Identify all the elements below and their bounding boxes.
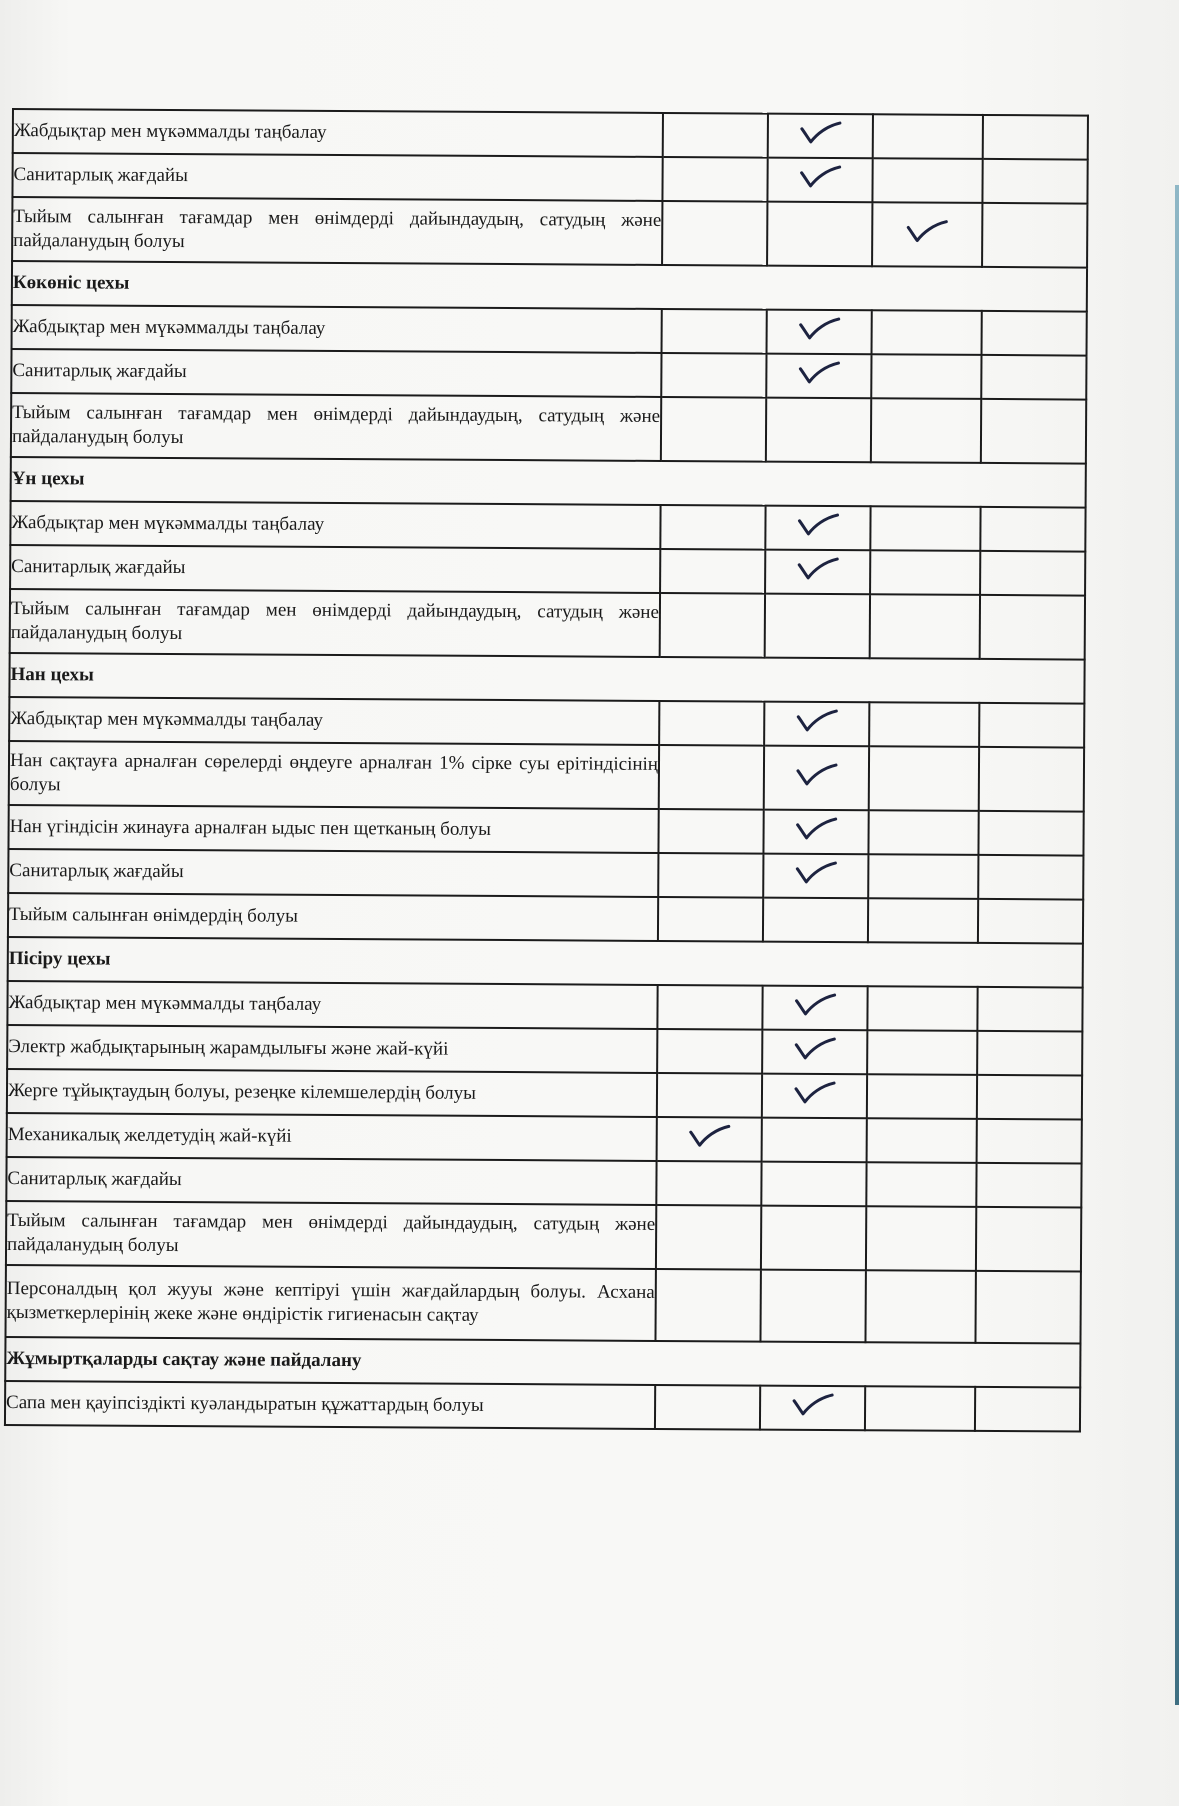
check-icon xyxy=(795,708,839,734)
mark-cell-2[interactable] xyxy=(765,594,870,659)
mark-cell-2[interactable] xyxy=(763,898,868,943)
mark-cell-1[interactable] xyxy=(660,593,765,658)
mark-cell-1[interactable] xyxy=(656,1161,761,1206)
checklist-row xyxy=(8,805,1083,856)
mark-cell-2[interactable] xyxy=(766,398,871,463)
mark-cell-2[interactable] xyxy=(760,1270,865,1343)
item-label: Нан сақтауға арналған сөрелерді өңдеуге арналған 1% сірке суы ерітіндісінің болуы xyxy=(9,741,659,809)
checklist-row xyxy=(9,741,1084,812)
checklist-table xyxy=(4,108,1089,1433)
item-label: Санитарлық жағдайы xyxy=(12,153,662,201)
mark-cell-4[interactable] xyxy=(975,1271,1080,1344)
mark-cell-3[interactable] xyxy=(868,898,978,943)
mark-cell-1[interactable] xyxy=(657,1117,762,1162)
mark-cell-4[interactable] xyxy=(977,1075,1082,1120)
mark-cell-3[interactable] xyxy=(868,810,978,855)
mark-cell-1[interactable] xyxy=(655,1385,760,1430)
check-icon xyxy=(687,1123,731,1149)
item-label: Тыйым салынған тағамдар мен өнімдерді дайындаудың, сатудың және пайдаланудың болуы xyxy=(12,197,662,265)
mark-cell-1[interactable] xyxy=(662,309,767,354)
checklist-row xyxy=(6,1157,1081,1208)
mark-cell-1[interactable] xyxy=(657,1029,762,1074)
mark-cell-1[interactable] xyxy=(663,113,768,158)
mark-cell-2[interactable] xyxy=(762,986,867,1031)
item-label: Санитарлық жағдайы xyxy=(10,545,660,593)
checklist-row xyxy=(7,1069,1082,1120)
item-label: Санитарлық жағдайы xyxy=(6,1157,656,1205)
mark-cell-2[interactable] xyxy=(762,1074,867,1119)
checklist-sheet xyxy=(4,108,1087,1433)
mark-cell-1[interactable] xyxy=(662,201,767,266)
mark-cell-3[interactable] xyxy=(868,854,978,899)
checklist-row xyxy=(12,305,1087,356)
checklist-row xyxy=(11,349,1086,400)
checklist-row xyxy=(8,849,1083,900)
checklist-row xyxy=(11,393,1086,464)
item-label: Жерге тұйықтаудың болуы, резеңке кілемшелердің болуы xyxy=(7,1069,657,1117)
section-row xyxy=(12,261,1087,312)
checklist-row xyxy=(10,589,1085,660)
item-label: Жабдықтар мен мүкәммалды таңбалау xyxy=(7,981,657,1029)
folder-edge xyxy=(1175,185,1179,1705)
mark-cell-3[interactable] xyxy=(873,114,983,159)
item-label: Тыйым салынған тағамдар мен өнімдерді дайындаудың, сатудың және пайдаланудың болуы xyxy=(10,589,660,657)
mark-cell-3[interactable] xyxy=(866,1206,976,1271)
item-label: Жабдықтар мен мүкәммалды таңбалау xyxy=(12,305,662,353)
section-row xyxy=(11,457,1086,508)
section-title: Пісіру цехы xyxy=(8,937,1083,988)
mark-cell-4[interactable] xyxy=(980,507,1085,552)
mark-cell-3[interactable] xyxy=(867,1118,977,1163)
checklist-row xyxy=(10,501,1085,552)
section-row xyxy=(8,937,1083,988)
mark-cell-1[interactable] xyxy=(655,1269,760,1342)
check-icon xyxy=(794,762,838,788)
checklist-row xyxy=(10,545,1085,596)
mark-cell-3[interactable] xyxy=(871,398,981,463)
mark-cell-4[interactable] xyxy=(979,703,1084,748)
mark-cell-3[interactable] xyxy=(871,354,981,399)
checklist-row xyxy=(9,697,1084,748)
mark-cell-4[interactable] xyxy=(976,1207,1081,1272)
checklist-row xyxy=(7,1113,1082,1164)
checklist-row xyxy=(5,1381,1080,1432)
mark-cell-2[interactable] xyxy=(764,746,869,811)
mark-cell-2[interactable] xyxy=(767,158,872,203)
mark-cell-3[interactable] xyxy=(865,1386,975,1431)
mark-cell-4[interactable] xyxy=(977,987,1082,1032)
mark-cell-4[interactable] xyxy=(980,551,1085,596)
mark-cell-3[interactable] xyxy=(869,746,979,811)
checklist-row xyxy=(12,197,1087,268)
mark-cell-4[interactable] xyxy=(981,399,1086,464)
item-label: Нан үгіндісін жинауға арналған ыдыс пен щетканың болуы xyxy=(8,805,658,853)
checklist-row xyxy=(12,153,1087,204)
mark-cell-2[interactable] xyxy=(768,114,873,159)
mark-cell-2[interactable] xyxy=(761,1206,866,1271)
mark-cell-3[interactable] xyxy=(870,506,980,551)
check-icon xyxy=(793,1036,837,1062)
check-icon xyxy=(797,360,841,386)
check-icon xyxy=(794,816,838,842)
mark-cell-4[interactable] xyxy=(981,355,1086,400)
mark-cell-1[interactable] xyxy=(657,1073,762,1118)
mark-cell-4[interactable] xyxy=(982,159,1087,204)
mark-cell-2[interactable] xyxy=(766,354,871,399)
mark-cell-4[interactable] xyxy=(977,1119,1082,1164)
section-title: Көкөніс цехы xyxy=(12,261,1087,312)
section-title: Жұмыртқаларды сақтау және пайдалану xyxy=(5,1337,1080,1388)
section-title: Ұн цехы xyxy=(11,457,1086,508)
mark-cell-3[interactable] xyxy=(869,702,979,747)
mark-cell-2[interactable] xyxy=(764,702,869,747)
checklist-row xyxy=(6,1201,1081,1272)
mark-cell-2[interactable] xyxy=(762,1030,867,1075)
mark-cell-4[interactable] xyxy=(977,1031,1082,1076)
mark-cell-1[interactable] xyxy=(662,157,767,202)
mark-cell-1[interactable] xyxy=(661,397,766,462)
mark-cell-3[interactable] xyxy=(867,1074,977,1119)
mark-cell-2[interactable] xyxy=(767,202,872,267)
mark-cell-2[interactable] xyxy=(763,854,868,899)
check-icon xyxy=(798,120,842,146)
checklist-row xyxy=(7,1025,1082,1076)
check-icon xyxy=(796,556,840,582)
mark-cell-4[interactable] xyxy=(978,899,1083,944)
item-label: Жабдықтар мен мүкәммалды таңбалау xyxy=(9,697,659,745)
mark-cell-3[interactable] xyxy=(870,550,980,595)
check-icon xyxy=(905,218,949,244)
mark-cell-2[interactable] xyxy=(765,506,870,551)
checklist-row xyxy=(7,981,1082,1032)
section-row xyxy=(9,653,1084,704)
section-row xyxy=(5,1337,1080,1388)
mark-cell-3[interactable] xyxy=(867,986,977,1031)
item-label: Жабдықтар мен мүкәммалды таңбалау xyxy=(10,501,660,549)
mark-cell-4[interactable] xyxy=(980,595,1085,660)
mark-cell-1[interactable] xyxy=(658,897,763,942)
mark-cell-4[interactable] xyxy=(979,747,1084,812)
mark-cell-1[interactable] xyxy=(660,505,765,550)
mark-cell-4[interactable] xyxy=(978,855,1083,900)
mark-cell-1[interactable] xyxy=(659,701,764,746)
mark-cell-1[interactable] xyxy=(658,853,763,898)
checklist-row xyxy=(13,109,1088,160)
check-icon xyxy=(797,316,841,342)
check-icon xyxy=(796,512,840,538)
checklist-row xyxy=(8,893,1083,944)
mark-cell-4[interactable] xyxy=(982,203,1087,268)
mark-cell-4[interactable] xyxy=(982,311,1087,356)
mark-cell-3[interactable] xyxy=(872,310,982,355)
mark-cell-3[interactable] xyxy=(867,1030,977,1075)
mark-cell-4[interactable] xyxy=(975,1387,1080,1432)
section-title: Нан цехы xyxy=(9,653,1084,704)
check-icon xyxy=(793,992,837,1018)
mark-cell-3[interactable] xyxy=(872,158,982,203)
check-icon xyxy=(798,164,842,190)
item-label: Жабдықтар мен мүкәммалды таңбалау xyxy=(13,109,663,157)
mark-cell-1[interactable] xyxy=(657,985,762,1030)
item-label: Электр жабдықтарының жарамдылығы және жай-күйі xyxy=(7,1025,657,1073)
mark-cell-1[interactable] xyxy=(660,549,765,594)
mark-cell-3[interactable] xyxy=(865,1270,975,1343)
checklist-row xyxy=(5,1265,1080,1344)
check-icon xyxy=(792,1080,836,1106)
mark-cell-2[interactable] xyxy=(760,1386,865,1431)
item-label: Персоналдың қол жууы және кептіруі үшін жағдайлардың болуы. Асхана қызметкерлерінің жеке және өндірістік гигиенасын сақтау xyxy=(5,1265,655,1341)
item-label: Тыйым салынған тағамдар мен өнімдерді дайындаудың, сатудың және пайдаланудың болуы xyxy=(11,393,661,461)
item-label: Сапа мен қауіпсіздікті куәландыратын құжаттардың болуы xyxy=(5,1381,655,1429)
mark-cell-1[interactable] xyxy=(656,1205,761,1270)
check-icon xyxy=(794,860,838,886)
checklist-body xyxy=(5,109,1088,1432)
item-label: Тыйым салынған өнімдердің болуы xyxy=(8,893,658,941)
item-label: Тыйым салынған тағамдар мен өнімдерді дайындаудың, сатудың және пайдаланудың болуы xyxy=(6,1201,656,1269)
mark-cell-3[interactable] xyxy=(870,594,980,659)
item-label: Механикалық желдетудің жай-күйі xyxy=(7,1113,657,1161)
mark-cell-2[interactable] xyxy=(762,1118,867,1163)
mark-cell-2[interactable] xyxy=(761,1162,866,1207)
mark-cell-4[interactable] xyxy=(983,115,1088,160)
check-icon xyxy=(791,1392,835,1418)
mark-cell-1[interactable] xyxy=(658,809,763,854)
mark-cell-3[interactable] xyxy=(872,202,982,267)
mark-cell-2[interactable] xyxy=(765,550,870,595)
mark-cell-3[interactable] xyxy=(866,1162,976,1207)
mark-cell-4[interactable] xyxy=(976,1163,1081,1208)
mark-cell-1[interactable] xyxy=(661,353,766,398)
item-label: Санитарлық жағдайы xyxy=(8,849,658,897)
mark-cell-4[interactable] xyxy=(978,811,1083,856)
item-label: Санитарлық жағдайы xyxy=(11,349,661,397)
mark-cell-2[interactable] xyxy=(763,810,868,855)
mark-cell-1[interactable] xyxy=(659,745,764,810)
mark-cell-2[interactable] xyxy=(767,310,872,355)
